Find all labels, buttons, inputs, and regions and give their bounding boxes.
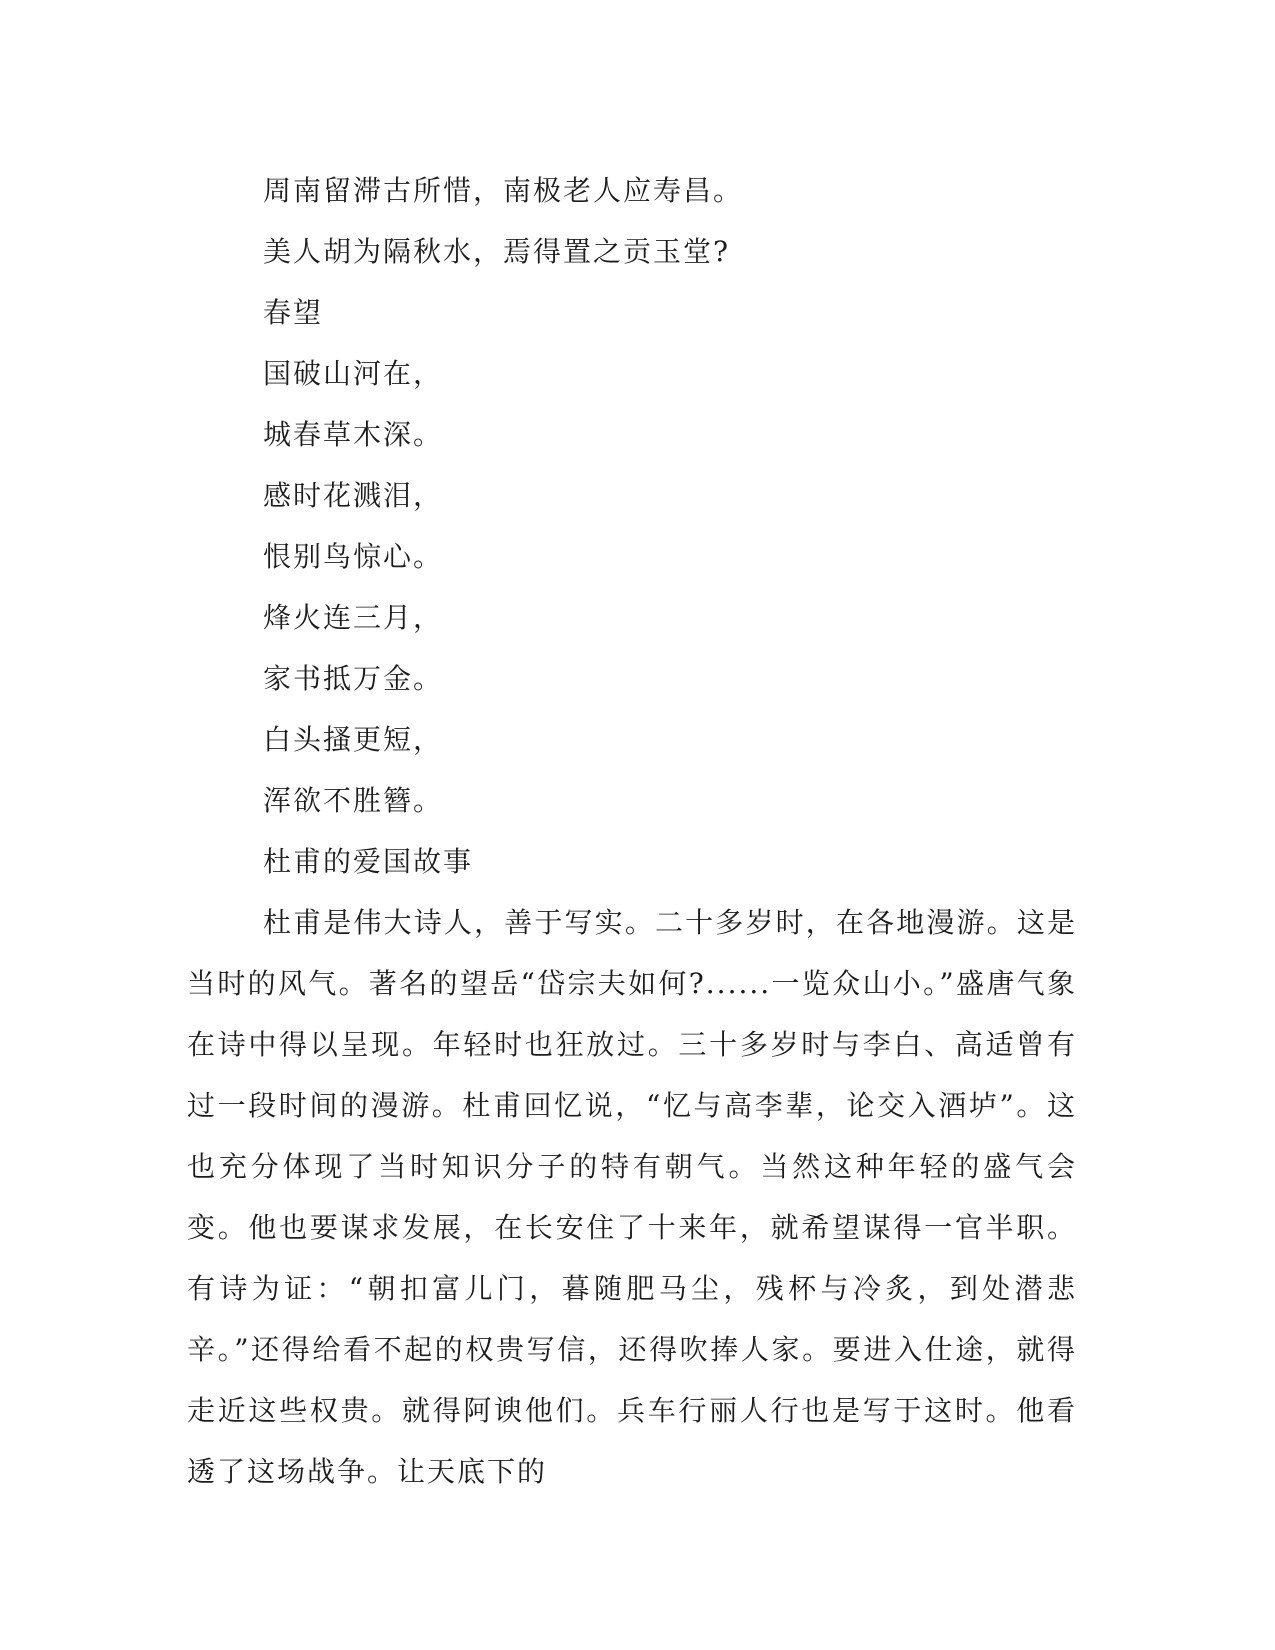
poem-line: 城春草木深。 [263,418,444,451]
poem-line: 美人胡为隔秋水，焉得置之贡玉堂? [263,235,731,268]
poem-line: 周南留滞古所惜，南极老人应寿昌。 [263,174,744,207]
story-paragraph: 杜甫是伟大诗人，善于写实。二十多岁时，在各地漫游。这是当时的风气。著名的望岳“岱宗夫如何?......一览众山小。”盛唐气象在诗中得以呈现。年轻时也狂放过。三十多岁时与李白、高适曾有过一段时间的漫游。杜甫回忆说，“忆与高李辈，论交入酒垆”。这也充分体现了当时知识分子的特有朝气。当然这种年轻的盛气会变。他也要谋求发展，在长安住了十来年，就希望谋得一官半职。有诗为证：“朝扣富儿门，暮随肥马尘，残杯与冷炙，到处潜悲辛。”还得给看不起的权贵写信，还得吹捧人家。要进入仕途，就得走近这些权贵。就得阿谀他们。兵车行丽人行也是写于这时。他看透了这场战争。让天底下的 [187,906,1077,1488]
poem-line: 白头搔更短， [263,723,444,756]
section-heading: 杜甫的爱国故事 [263,845,474,878]
document-body [187,160,1077,1502]
poem-line: 国破山河在， [263,357,444,390]
poem-title: 春望 [263,296,324,329]
poem-line: 浑欲不胜簪。 [263,784,444,817]
poem-line: 感时花溅泪， [263,479,444,512]
poem-line: 家书抵万金。 [263,662,444,695]
poem-line: 恨别鸟惊心。 [263,540,444,573]
poem-line: 烽火连三月， [263,601,444,634]
